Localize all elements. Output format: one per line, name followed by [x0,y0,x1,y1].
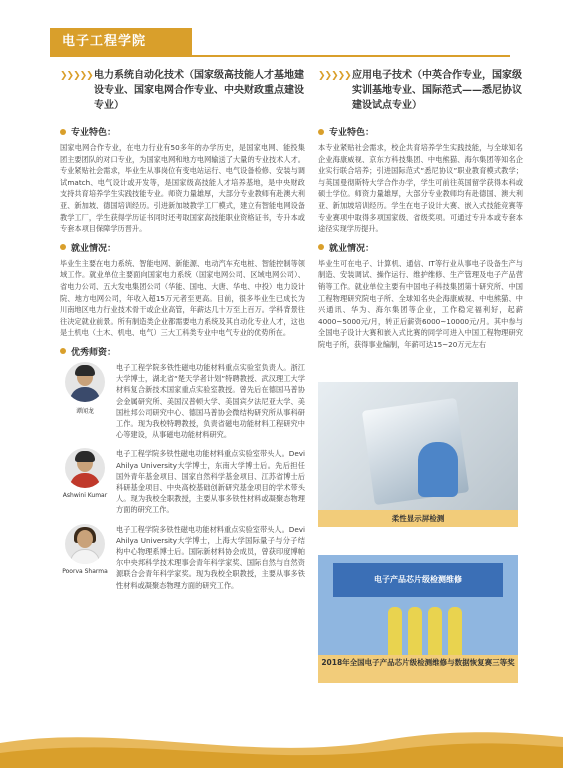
major-heading [60,68,305,113]
teacher-card [60,448,305,515]
header-divider [50,55,510,57]
section-heading-text: 就业情况： [329,243,375,254]
avatar [65,448,105,488]
major-heading [318,68,523,113]
bullet-icon [318,244,324,250]
avatar [65,524,105,564]
teacher-card [60,362,305,440]
page-title: 电子工程学院 [50,28,192,55]
bullet-icon [318,129,324,135]
section-heading-text: 专业特色： [71,128,117,138]
teacher-name: Poorva Sharma [62,567,108,575]
section-heading [60,125,305,138]
photo-caption: 2018年全国电子产品芯片级检测维修与数据恢复赛三等奖 [318,655,518,683]
major-title: 应用电子技术（中英合作专业，国家级实训基地专业、国际范式——悉尼协议建设试点专业） [352,70,522,111]
section-heading-text: 专业特色： [329,128,375,138]
bullet-icon [60,244,66,250]
left-column [60,68,305,599]
avatar [65,362,105,402]
section-heading [60,241,305,254]
section-body: 毕业生可在电子、计算机、通信、IT等行业从事电子设备生产与制造、安装调试、操作运行、维护维修、生产管理及电子产品营销等工作。就业单位主要有中国电子科技集团第十研究所、中国工程物理研究院电子所、全球知名央企海康威视、中电熊猫、中兴通讯、华为、海尔集团等企业，工作稳定福利好，起薪4000~5000元/月，转正后薪资6000~10000元/月。其中参与全国电子设计大赛和嵌入式比赛的同学可进入中国工程物理研究院电子所，获得事业编制，年薪可达15~20万元左右 [318,258,523,349]
award-banner: 电子产品芯片级检测维修 [333,563,503,597]
section-heading [60,345,305,358]
section-heading-text: 优秀师资： [71,347,117,358]
bullet-icon [60,348,66,354]
section-heading-text: 就业情况： [71,243,117,254]
teacher-bio: 电子工程学院多铁性磁电功能材料重点实验室负责人。浙江大学博士，湖北省“楚天学者计划”特聘教授、武汉理工大学材料复合新技术国家重点实验室教授。曾先后在德国马普协会金属研究所、美国汉普顿大学、美国宾夕法尼亚大学、美国杜邦公司研究中心、德国马普协会微结构研究所从事科研工作。现为我校特聘教授，负责省磁电功能材料工程研究中心等建设，从事磁电功能材料研究。 [116,362,305,440]
bullet-icon [60,129,66,135]
section-body: 本专业紧贴社会需求，校企共育培养学生实践技能，与全球知名企业海康威视、京东方科技集团、中电熊猫、海尔集团等知名企业实行联合培养；引进国际范式“悉尼协议”职业教育模式教学；与英国曼彻斯特大学合作办学，学生可前往英国留学获得本科或硕士学位。师资力量雄厚，大部分专业教师均有赴德国、澳大利亚、新加坡培训经历。学生在电子设计大赛、嵌入式技能竞赛等专业赛项中取得多项国家级、省级奖项。可通过专升本或专套本途径实现学历提升。 [318,143,523,234]
section-heading [318,125,523,138]
teacher-card [60,524,305,591]
flexible-display-photo [318,382,518,510]
section-body: 毕业生主要在电力系统、智能电网、新能源、电动汽车充电桩、智能控制等领域工作。就业单位主要面向国家电力系统（国家电网公司、区域电网公司）、省电力公司、五大发电集团公司（华能、国电、大唐、华电、中投）电力设计院、地方电网公司，年收入超15万元者至更高。目前，很多毕业生已成长为川南地区电力行业技术骨干或企业高管，年薪达几十万至上百万。学科背景往往决定就业前景。所有制造类企业都需要电力系统及其自动化专业人才，这也是土机电（土木、机电、电气）三大工科类专业中电气专业的优势所在。 [60,258,305,338]
chevron-right-icon: ❯❯❯❯❯ [318,71,351,81]
award-photo [318,555,518,655]
teacher-name: 谭闻龙 [75,407,94,415]
chevron-right-icon: ❯❯❯❯❯ [60,71,93,81]
section-body: 国家电网合作专业，在电力行业有50多年的办学历史，是国家电网、能投集团主要团队的对口专业，为国家电网和地方电网输送了大量的专业技术人才。专业紧贴社会需求，毕业生从事岗位有变电站运行、电气设备检修、安装与调试match、电气设计或开发等，是国家级高技能人才培养基地，是中央财政支持共育培养学生实践技能专业。师资力量雄厚，大部分专业教师有赴澳大利亚、新加坡、德国培训经历。引进新加坡教学工厂模式，建立有智能电网设备教学工厂，学生获得学历证书同时还考取国家高技能职业资格证书，专升本或专套本项目保障学历晋升。 [60,143,305,234]
photo-caption: 柔性显示屏检测 [318,510,518,527]
major-title: 电力系统自动化技术（国家级高技能人才基地建设专业、国家电网合作专业、中央财政重点建设专业） [94,70,304,111]
teacher-bio: 电子工程学院多铁性磁电功能材料重点实验室带头人。Devi Ahilya University大学博士，上海大学国际量子与分子结构中心物理系博士后。国际新材料协会成员，曾获印度博帕尔中央邦科学技术理事会青年科学家奖、国际自然与自然资源联合会青年科学家奖。现为我校全职教授，主要从事多铁性材料或凝聚态物理方面的研究工作。 [116,524,305,590]
teacher-bio: 电子工程学院多铁性磁电功能材料重点实验室带头人。Devi Ahilya University大学博士，东南大学博士后。先后担任国外青年基金项目、国家自然科学基金项目、江苏省博士后科研基金项目、中央高校基础创新研究基金项目的学术带头人。现为我校全职教授，主要从事多铁性材料或凝聚态物理方面的研究工作。 [116,449,305,515]
right-column [318,68,523,357]
section-heading [318,241,523,254]
bottom-wave-decoration [0,713,563,768]
teacher-name: Ashwini Kumar [62,492,108,500]
